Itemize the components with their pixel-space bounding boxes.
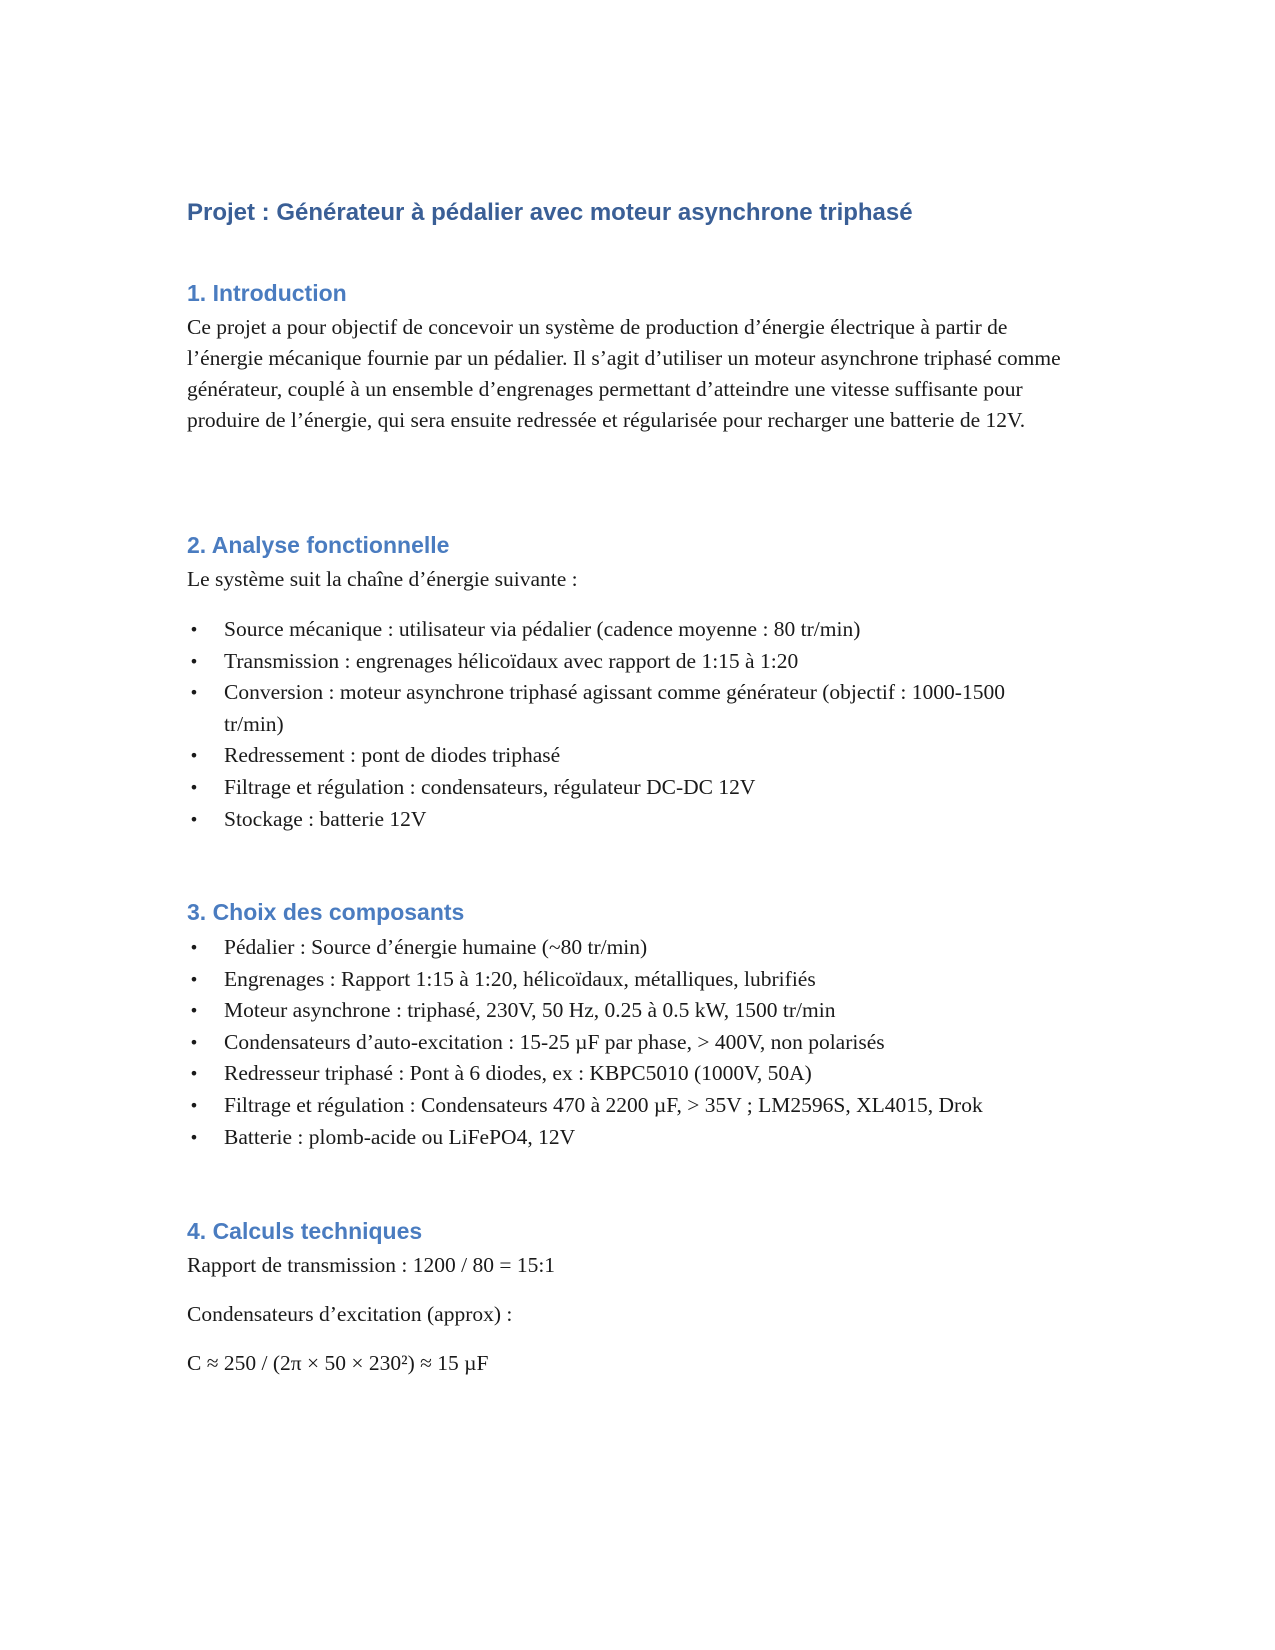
list-item: • Engrenages : Rapport 1:15 à 1:20, hélicoïdaux, métalliques, lubrifiés [187,964,1067,996]
list-item: • Filtrage et régulation : Condensateurs 470 à 2200 µF, > 35V ; LM2596S, XL4015, Drok [187,1090,1067,1122]
list-item: • Stockage : batterie 12V [187,804,1067,836]
calcul-condensateurs-label: Condensateurs d’excitation (approx) : [187,1302,513,1326]
bullet-icon: • [189,1032,199,1052]
bullet-icon: • [189,1095,199,1115]
section-heading-calculs-techniques: 4. Calculs techniques [187,1218,423,1244]
list-item: • Batterie : plomb-acide ou LiFePO4, 12V [187,1122,1067,1154]
bullet-icon: • [189,809,199,829]
list-item: • Redressement : pont de diodes triphasé [187,740,1067,772]
document-title: Projet : Générateur à pédalier avec moteur asynchrone triphasé [187,199,913,226]
analyse-list [187,614,1067,835]
list-item: • Redresseur triphasé : Pont à 6 diodes, ex : KBPC5010 (1000V, 50A) [187,1058,1067,1090]
bullet-icon: • [189,1064,199,1084]
bullet-icon: • [189,651,199,671]
analyse-intro-line: Le système suit la chaîne d’énergie suivante : [187,567,578,591]
section-heading-introduction: 1. Introduction [187,280,347,306]
bullet-icon: • [189,746,199,766]
list-item: • Source mécanique : utilisateur via pédalier (cadence moyenne : 80 tr/min) [187,614,1067,646]
list-item: • Transmission : engrenages hélicoïdaux avec rapport de 1:15 à 1:20 [187,646,1067,678]
bullet-icon: • [189,683,199,703]
bullet-icon: • [189,777,199,797]
list-item: • Condensateurs d’auto-excitation : 15-25 µF par phase, > 400V, non polarisés [187,1027,1067,1059]
list-item: • Conversion : moteur asynchrone triphasé agissant comme générateur (objectif : 1000-1500 tr/min) [187,677,1067,740]
bullet-icon: • [189,938,199,957]
bullet-icon: • [189,969,199,989]
bullet-icon: • [189,1127,199,1147]
introduction-paragraph: Ce projet a pour objectif de concevoir un système de production d’énergie électrique à partir de l’énergie mécanique fournie par un pédalier. Il s’agit d’utiliser un moteur asynchrone triphasé comme générateur, couplé à un ensemble d’engrenages permettant d’atteindre une vitesse suffisante pour produire de l’énergie, qui sera ensuite redressée et régularisée pour recharger une batterie de 12V. [187,315,1061,432]
list-item: • Pédalier : Source d’énergie humaine (~80 tr/min) [187,932,1067,964]
bullet-icon: • [189,620,199,639]
list-item: • Filtrage et régulation : condensateurs, régulateur DC-DC 12V [187,772,1067,804]
calcul-condensateurs-formula: C ≈ 250 / (2π × 50 × 230²) ≈ 15 µF [187,1351,489,1375]
calcul-rapport-transmission: Rapport de transmission : 1200 / 80 = 15:1 [187,1253,556,1277]
section-heading-choix-composants: 3. Choix des composants [187,899,465,925]
list-item: • Moteur asynchrone : triphasé, 230V, 50 Hz, 0.25 à 0.5 kW, 1500 tr/min [187,995,1067,1027]
bullet-icon: • [189,1001,199,1021]
section-heading-analyse-fonctionnelle: 2. Analyse fonctionnelle [187,532,450,558]
composants-list [187,932,1067,1153]
